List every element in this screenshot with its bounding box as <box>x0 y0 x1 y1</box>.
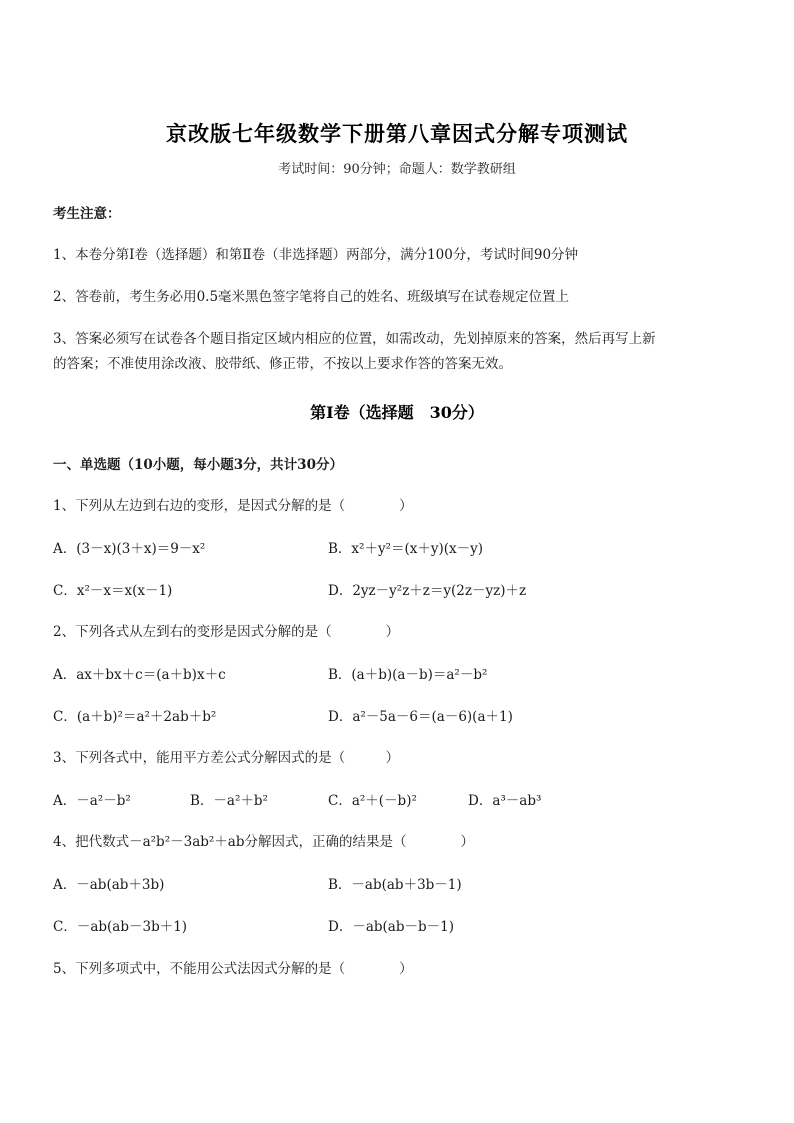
notice-item-continued: 的答案；不准使用涂改液、胶带纸、修正带，不按以上要求作答的答案无效。 <box>53 356 512 372</box>
part-heading: 一、单选题（10小题，每小题3分，共计30分） <box>53 457 343 473</box>
notice-heading: 考生注意： <box>53 206 121 222</box>
question-stem: 4、把代数式－a²b²－3ab²＋ab分解因式，正确的结果是（ ） <box>53 834 474 850</box>
notice-item: 1、本卷分第Ⅰ卷（选择题）和第Ⅱ卷（非选择题）两部分，满分100分，考试时间90分钟 <box>53 247 579 263</box>
option-a[interactable]: A．ax＋bx＋c＝(a＋b)x＋c <box>53 667 226 683</box>
section-title: 第Ⅰ卷（选择题 30分） <box>310 403 484 422</box>
option-a[interactable]: A．－ab(ab＋3b) <box>53 877 165 893</box>
option-d[interactable]: D．a²－5a－6＝(a－6)(a＋1) <box>328 709 513 725</box>
page-title: 京改版七年级数学下册第八章因式分解专项测试 <box>166 121 628 146</box>
option-c[interactable]: C．a²＋(－b)² <box>328 793 417 809</box>
question-stem: 2、下列各式从左到右的变形是因式分解的是（ ） <box>53 624 400 640</box>
notice-item: 3、答案必须写在试卷各个题目指定区域内相应的位置，如需改动，先划掉原来的答案，然后再写上新 <box>53 331 656 347</box>
question-stem: 1、下列从左边到右边的变形，是因式分解的是（ ） <box>53 498 413 514</box>
option-d[interactable]: D．－ab(ab－b－1) <box>328 919 454 935</box>
option-b[interactable]: B．(a＋b)(a－b)＝a²－b² <box>328 667 488 683</box>
option-c[interactable]: C．(a＋b)²＝a²＋2ab＋b² <box>53 709 217 725</box>
notice-item: 2、答卷前，考生务必用0.5毫米黑色签字笔将自己的姓名、班级填写在试卷规定位置上 <box>53 289 570 305</box>
option-a[interactable]: A．－a²－b² <box>53 793 131 809</box>
question-stem: 5、下列多项式中，不能用公式法因式分解的是（ ） <box>53 961 413 977</box>
option-d[interactable]: D．a³－ab³ <box>468 793 542 809</box>
option-c[interactable]: C．－ab(ab－3b＋1) <box>53 919 188 935</box>
option-b[interactable]: B．－a²＋b² <box>190 793 268 809</box>
option-b[interactable]: B．x²＋y²＝(x＋y)(x－y) <box>328 541 484 557</box>
option-a[interactable]: A．(3－x)(3＋x)＝9－x² <box>53 541 206 557</box>
question-stem: 3、下列各式中，能用平方差公式分解因式的是（ ） <box>53 750 400 766</box>
option-d[interactable]: D．2yz－y²z＋z＝y(2z－yz)＋z <box>328 583 527 599</box>
option-b[interactable]: B．－ab(ab＋3b－1) <box>328 877 462 893</box>
option-c[interactable]: C．x²－x＝x(x－1) <box>53 583 173 599</box>
exam-info: 考试时间：90分钟；命题人：数学教研组 <box>278 162 516 177</box>
